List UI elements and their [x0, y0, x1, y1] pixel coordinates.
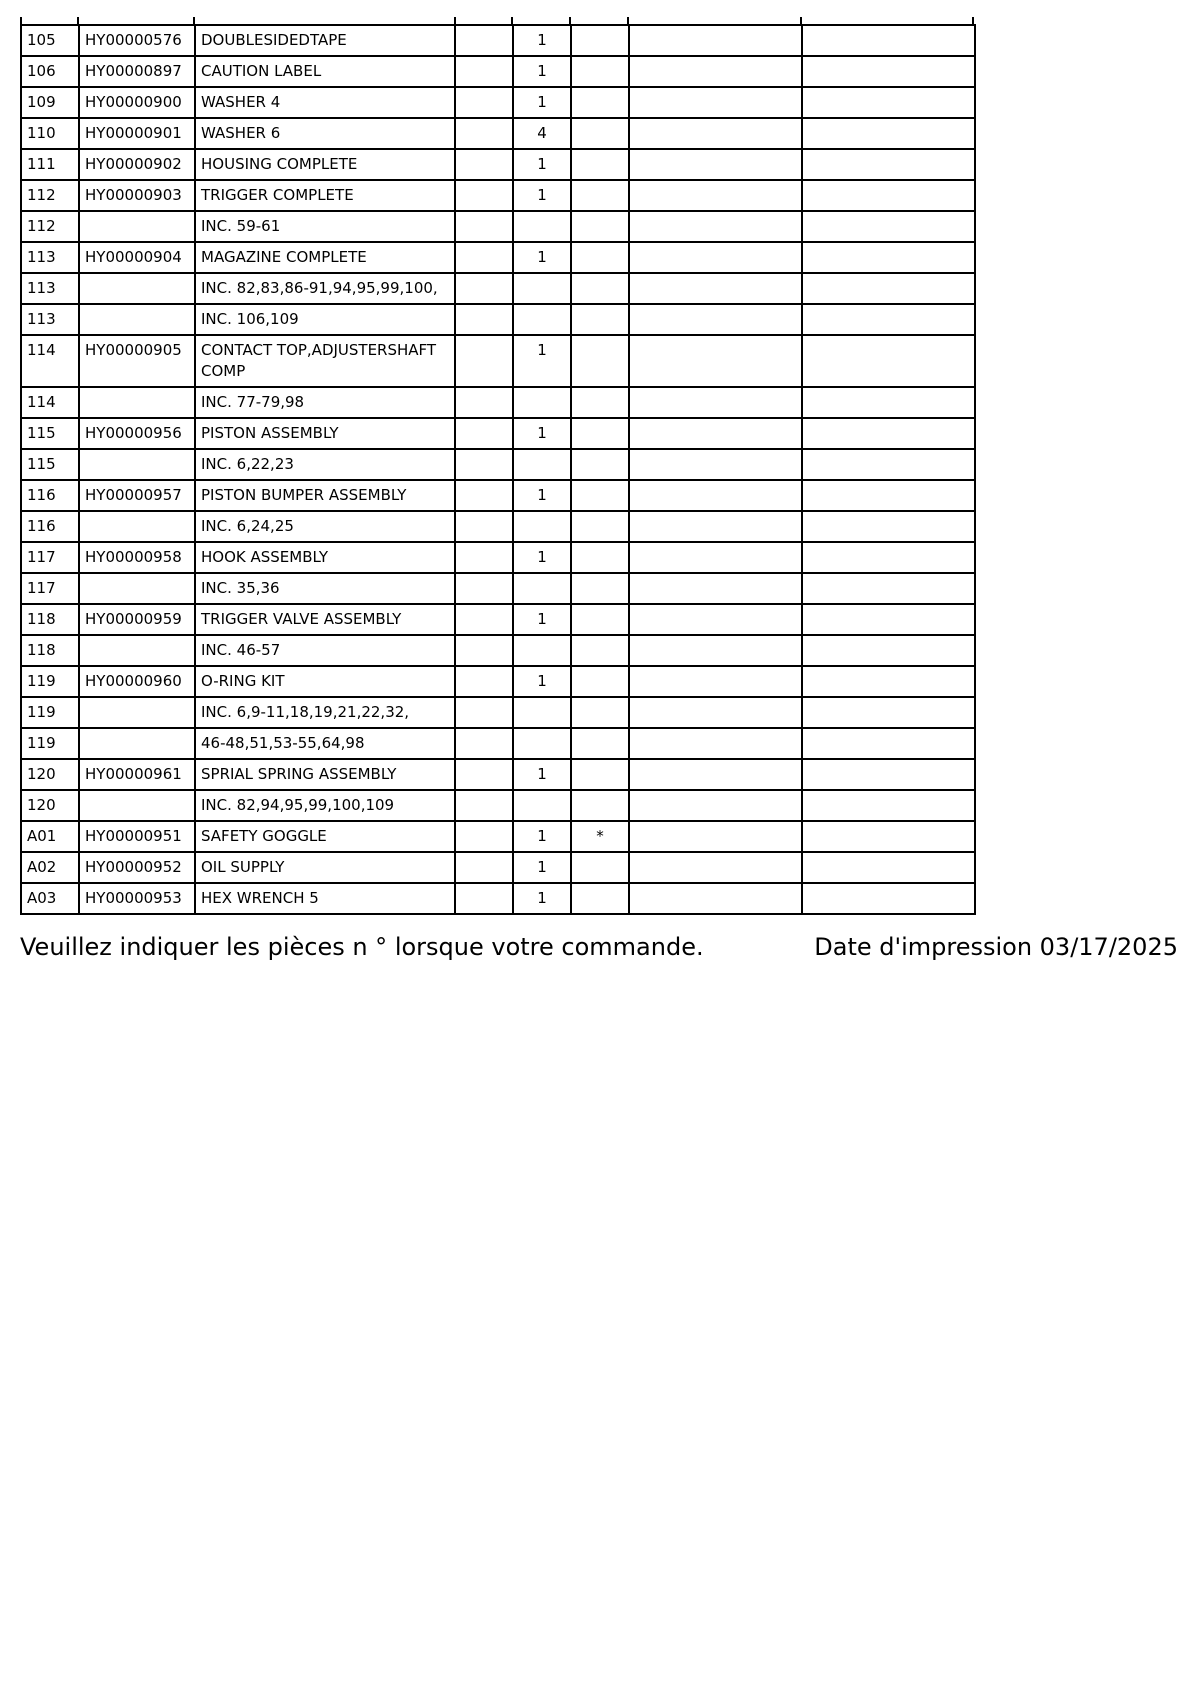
cell-blank — [629, 449, 802, 480]
cell-part-number — [79, 635, 195, 666]
cell-blank — [802, 666, 975, 697]
cell-mark — [571, 480, 629, 511]
cell-mark — [571, 604, 629, 635]
cell-description: INC. 82,83,86-91,94,95,99,100, — [195, 273, 455, 304]
table-row — [21, 728, 975, 759]
cell-blank — [802, 480, 975, 511]
cell-blank — [629, 87, 802, 118]
cell-quantity — [513, 573, 571, 604]
cell-quantity — [513, 790, 571, 821]
parts-list-table — [20, 24, 976, 915]
table-row — [21, 790, 975, 821]
cell-blank — [455, 449, 513, 480]
cell-blank — [629, 180, 802, 211]
cell-blank — [629, 273, 802, 304]
cell-blank — [455, 511, 513, 542]
cell-blank — [802, 697, 975, 728]
cell-blank — [802, 273, 975, 304]
cell-description: CAUTION LABEL — [195, 56, 455, 87]
cell-blank — [802, 883, 975, 914]
cell-ref-number: A02 — [21, 852, 79, 883]
cell-part-number: HY00000897 — [79, 56, 195, 87]
cell-blank — [802, 25, 975, 56]
cell-quantity — [513, 728, 571, 759]
cell-blank — [629, 511, 802, 542]
cell-blank — [629, 852, 802, 883]
cell-quantity: 1 — [513, 666, 571, 697]
cell-blank — [629, 304, 802, 335]
table-row — [21, 87, 975, 118]
cell-ref-number: 118 — [21, 635, 79, 666]
cell-blank — [802, 387, 975, 418]
cell-part-number — [79, 573, 195, 604]
cell-part-number — [79, 728, 195, 759]
cell-ref-number: 114 — [21, 335, 79, 387]
cell-description: PISTON BUMPER ASSEMBLY — [195, 480, 455, 511]
cell-quantity: 1 — [513, 418, 571, 449]
cell-quantity: 1 — [513, 821, 571, 852]
table-row — [21, 242, 975, 273]
cell-description: HEX WRENCH 5 — [195, 883, 455, 914]
cell-ref-number: 113 — [21, 273, 79, 304]
cell-mark — [571, 852, 629, 883]
cell-mark — [571, 883, 629, 914]
cell-quantity: 1 — [513, 56, 571, 87]
cell-blank — [802, 449, 975, 480]
cell-description: INC. 59-61 — [195, 211, 455, 242]
cell-quantity: 1 — [513, 242, 571, 273]
cell-ref-number: 113 — [21, 304, 79, 335]
cell-part-number — [79, 449, 195, 480]
cell-quantity: 1 — [513, 883, 571, 914]
cell-mark — [571, 118, 629, 149]
cell-blank — [629, 480, 802, 511]
cell-blank — [802, 852, 975, 883]
cell-ref-number: 116 — [21, 511, 79, 542]
cell-blank — [802, 511, 975, 542]
cell-description: INC. 46-57 — [195, 635, 455, 666]
cell-description: CONTACT TOP,ADJUSTERSHAFT COMP — [195, 335, 455, 387]
cell-ref-number: 119 — [21, 666, 79, 697]
cell-part-number: HY00000960 — [79, 666, 195, 697]
cell-blank — [455, 25, 513, 56]
cell-blank — [629, 335, 802, 387]
cell-ref-number: 117 — [21, 542, 79, 573]
table-row — [21, 883, 975, 914]
cell-mark: * — [571, 821, 629, 852]
cell-ref-number: A01 — [21, 821, 79, 852]
cell-blank — [629, 635, 802, 666]
table-row — [21, 480, 975, 511]
cell-quantity: 1 — [513, 480, 571, 511]
table-row — [21, 449, 975, 480]
cell-blank — [455, 211, 513, 242]
print-date: Date d'impression 03/17/2025 — [814, 933, 1178, 961]
cell-blank — [629, 118, 802, 149]
cell-blank — [802, 304, 975, 335]
cell-quantity: 1 — [513, 852, 571, 883]
cell-mark — [571, 273, 629, 304]
table-row — [21, 25, 975, 56]
cell-quantity: 4 — [513, 118, 571, 149]
cell-quantity — [513, 273, 571, 304]
cell-blank — [802, 573, 975, 604]
cell-blank — [629, 790, 802, 821]
cell-blank — [629, 242, 802, 273]
cell-quantity: 1 — [513, 759, 571, 790]
cell-ref-number: 119 — [21, 697, 79, 728]
table-row — [21, 821, 975, 852]
cell-mark — [571, 728, 629, 759]
cell-mark — [571, 25, 629, 56]
cell-description: O-RING KIT — [195, 666, 455, 697]
table-row — [21, 635, 975, 666]
cell-part-number — [79, 790, 195, 821]
cell-mark — [571, 449, 629, 480]
cell-quantity — [513, 697, 571, 728]
cell-blank — [802, 335, 975, 387]
cell-blank — [802, 180, 975, 211]
cell-part-number — [79, 304, 195, 335]
cell-blank — [629, 542, 802, 573]
cell-part-number — [79, 211, 195, 242]
cell-mark — [571, 759, 629, 790]
table-row — [21, 273, 975, 304]
table-row — [21, 511, 975, 542]
cell-quantity — [513, 387, 571, 418]
table-row — [21, 542, 975, 573]
cell-description: INC. 77-79,98 — [195, 387, 455, 418]
cell-part-number — [79, 387, 195, 418]
table-row — [21, 604, 975, 635]
cell-blank — [455, 387, 513, 418]
cell-blank — [455, 821, 513, 852]
cell-description: TRIGGER VALVE ASSEMBLY — [195, 604, 455, 635]
cell-blank — [802, 211, 975, 242]
cell-blank — [802, 604, 975, 635]
cell-mark — [571, 790, 629, 821]
cell-part-number: HY00000961 — [79, 759, 195, 790]
cell-blank — [455, 635, 513, 666]
cell-mark — [571, 87, 629, 118]
table-row — [21, 418, 975, 449]
cell-ref-number: 106 — [21, 56, 79, 87]
cell-blank — [455, 335, 513, 387]
order-instruction-note: Veuillez indiquer les pièces n ° lorsque votre commande. — [20, 933, 704, 961]
cell-mark — [571, 511, 629, 542]
cell-blank — [455, 149, 513, 180]
cell-part-number: HY00000958 — [79, 542, 195, 573]
cell-mark — [571, 635, 629, 666]
cell-description: SAFETY GOGGLE — [195, 821, 455, 852]
cell-blank — [629, 573, 802, 604]
cell-blank — [629, 56, 802, 87]
cell-blank — [802, 242, 975, 273]
cell-blank — [802, 118, 975, 149]
cell-description: WASHER 4 — [195, 87, 455, 118]
cell-blank — [629, 697, 802, 728]
cell-ref-number: 113 — [21, 242, 79, 273]
cell-blank — [455, 728, 513, 759]
table-row — [21, 697, 975, 728]
cell-quantity: 1 — [513, 87, 571, 118]
cell-ref-number: 112 — [21, 180, 79, 211]
cell-description: DOUBLESIDEDTAPE — [195, 25, 455, 56]
cell-mark — [571, 542, 629, 573]
cell-part-number: HY00000905 — [79, 335, 195, 387]
cell-description: WASHER 6 — [195, 118, 455, 149]
table-row — [21, 852, 975, 883]
table-row — [21, 149, 975, 180]
cell-description: HOOK ASSEMBLY — [195, 542, 455, 573]
cell-description: TRIGGER COMPLETE — [195, 180, 455, 211]
cell-mark — [571, 304, 629, 335]
cell-mark — [571, 573, 629, 604]
cell-description: INC. 6,9-11,18,19,21,22,32, — [195, 697, 455, 728]
cell-ref-number: 112 — [21, 211, 79, 242]
cell-blank — [802, 635, 975, 666]
cell-part-number: HY00000957 — [79, 480, 195, 511]
cell-quantity — [513, 211, 571, 242]
cell-mark — [571, 666, 629, 697]
table-row — [21, 573, 975, 604]
cell-description: INC. 6,24,25 — [195, 511, 455, 542]
cell-blank — [802, 728, 975, 759]
cell-quantity — [513, 511, 571, 542]
cell-part-number: HY00000903 — [79, 180, 195, 211]
cell-ref-number: A03 — [21, 883, 79, 914]
cell-ref-number: 109 — [21, 87, 79, 118]
cell-blank — [455, 418, 513, 449]
cell-blank — [455, 87, 513, 118]
cell-ref-number: 116 — [21, 480, 79, 511]
cell-ref-number: 119 — [21, 728, 79, 759]
table-row — [21, 304, 975, 335]
cell-quantity — [513, 635, 571, 666]
cell-quantity: 1 — [513, 604, 571, 635]
cell-description: INC. 6,22,23 — [195, 449, 455, 480]
cell-blank — [629, 821, 802, 852]
cell-blank — [455, 180, 513, 211]
cell-mark — [571, 335, 629, 387]
cell-blank — [455, 242, 513, 273]
table-row — [21, 666, 975, 697]
parts-list-body — [21, 25, 975, 914]
cell-blank — [455, 542, 513, 573]
table-row — [21, 211, 975, 242]
cell-mark — [571, 149, 629, 180]
cell-blank — [455, 304, 513, 335]
cell-quantity: 1 — [513, 25, 571, 56]
cell-blank — [802, 790, 975, 821]
cell-description: SPRIAL SPRING ASSEMBLY — [195, 759, 455, 790]
cell-part-number — [79, 511, 195, 542]
cell-mark — [571, 180, 629, 211]
cell-quantity: 1 — [513, 335, 571, 387]
cell-mark — [571, 211, 629, 242]
cell-blank — [455, 56, 513, 87]
cell-description: INC. 82,94,95,99,100,109 — [195, 790, 455, 821]
cell-part-number: HY00000952 — [79, 852, 195, 883]
cell-mark — [571, 697, 629, 728]
cell-blank — [629, 418, 802, 449]
cell-blank — [455, 759, 513, 790]
cell-blank — [629, 387, 802, 418]
cell-blank — [629, 604, 802, 635]
cell-blank — [455, 883, 513, 914]
cell-blank — [629, 728, 802, 759]
table-row — [21, 335, 975, 387]
cell-part-number: HY00000959 — [79, 604, 195, 635]
cell-blank — [629, 211, 802, 242]
cell-ref-number: 115 — [21, 449, 79, 480]
cell-ref-number: 110 — [21, 118, 79, 149]
table-row — [21, 759, 975, 790]
cell-blank — [802, 56, 975, 87]
cell-blank — [802, 87, 975, 118]
cell-blank — [802, 149, 975, 180]
cell-mark — [571, 387, 629, 418]
cell-blank — [455, 697, 513, 728]
cell-ref-number: 118 — [21, 604, 79, 635]
cell-part-number: HY00000576 — [79, 25, 195, 56]
cell-mark — [571, 242, 629, 273]
cell-part-number: HY00000900 — [79, 87, 195, 118]
cell-ref-number: 115 — [21, 418, 79, 449]
cell-ref-number: 120 — [21, 759, 79, 790]
cell-blank — [455, 273, 513, 304]
cell-blank — [629, 759, 802, 790]
cell-blank — [802, 821, 975, 852]
cell-part-number: HY00000901 — [79, 118, 195, 149]
cell-blank — [802, 542, 975, 573]
cell-description: HOUSING COMPLETE — [195, 149, 455, 180]
cell-quantity — [513, 304, 571, 335]
cell-mark — [571, 418, 629, 449]
cell-blank — [455, 480, 513, 511]
cell-blank — [629, 25, 802, 56]
cell-ref-number: 114 — [21, 387, 79, 418]
cell-blank — [455, 118, 513, 149]
cell-part-number: HY00000904 — [79, 242, 195, 273]
cell-blank — [455, 852, 513, 883]
cell-part-number: HY00000956 — [79, 418, 195, 449]
cell-description: OIL SUPPLY — [195, 852, 455, 883]
table-row — [21, 56, 975, 87]
table-row — [21, 118, 975, 149]
cell-blank — [455, 573, 513, 604]
cell-blank — [629, 149, 802, 180]
cell-blank — [455, 666, 513, 697]
cell-ref-number: 117 — [21, 573, 79, 604]
cell-ref-number: 120 — [21, 790, 79, 821]
cell-description: INC. 35,36 — [195, 573, 455, 604]
cell-quantity: 1 — [513, 180, 571, 211]
cell-quantity: 1 — [513, 149, 571, 180]
cell-blank — [629, 666, 802, 697]
cell-blank — [802, 418, 975, 449]
cell-blank — [455, 604, 513, 635]
cell-part-number: HY00000951 — [79, 821, 195, 852]
table-row — [21, 180, 975, 211]
cell-quantity — [513, 449, 571, 480]
cell-blank — [629, 883, 802, 914]
cell-ref-number: 111 — [21, 149, 79, 180]
cell-part-number — [79, 697, 195, 728]
cell-part-number — [79, 273, 195, 304]
cell-blank — [802, 759, 975, 790]
cell-part-number: HY00000902 — [79, 149, 195, 180]
table-row — [21, 387, 975, 418]
cell-part-number: HY00000953 — [79, 883, 195, 914]
cell-quantity: 1 — [513, 542, 571, 573]
cell-blank — [455, 790, 513, 821]
cell-ref-number: 105 — [21, 25, 79, 56]
cell-description: MAGAZINE COMPLETE — [195, 242, 455, 273]
cell-mark — [571, 56, 629, 87]
cell-description: PISTON ASSEMBLY — [195, 418, 455, 449]
cell-description: 46-48,51,53-55,64,98 — [195, 728, 455, 759]
cell-description: INC. 106,109 — [195, 304, 455, 335]
